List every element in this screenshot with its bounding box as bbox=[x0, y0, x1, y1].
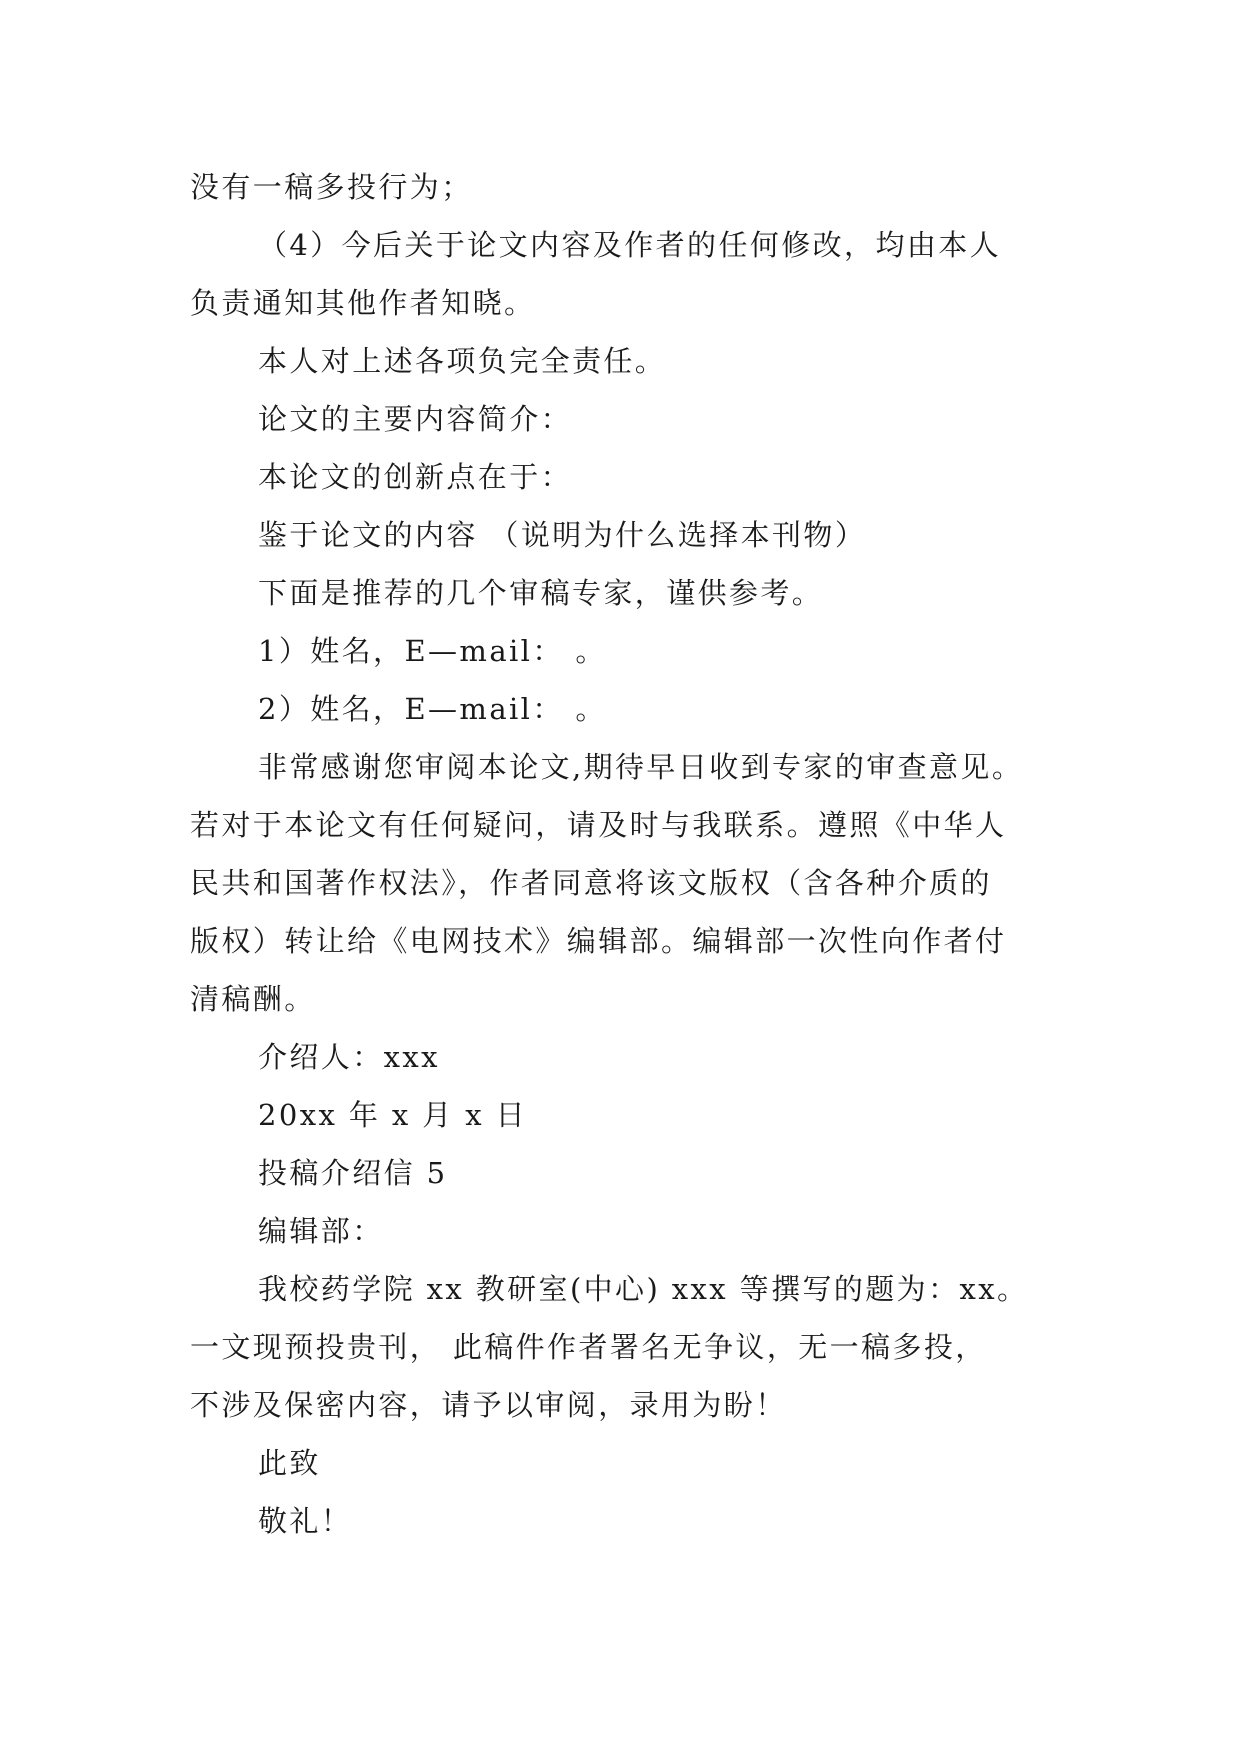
paragraph-line: 下面是推荐的几个审稿专家，谨供参考。 bbox=[258, 576, 824, 610]
paragraph-line: （4）今后关于论文内容及作者的任何修改，均由本人 bbox=[258, 228, 1002, 262]
paragraph-line: 没有一稿多投行为； bbox=[190, 170, 473, 204]
paragraph-line: 非常感谢您审阅本论文,期待早日收到专家的审查意见。 bbox=[258, 750, 1024, 784]
paragraph-line: 负责通知其他作者知晓。 bbox=[190, 286, 536, 320]
paragraph-line: 清稿酬。 bbox=[190, 982, 316, 1016]
paragraph-line: 2）姓名，E—mail： 。 bbox=[258, 692, 607, 726]
paragraph-line: 一文现预投贵刊， 此稿件作者署名无争议，无一稿多投， bbox=[190, 1330, 987, 1364]
paragraph-line: 版权）转让给《电网技术》编辑部。编辑部一次性向作者付 bbox=[190, 924, 1007, 958]
paragraph-line: 20xx 年 x 月 x 日 bbox=[258, 1098, 528, 1132]
paragraph-line: 介绍人：xxx bbox=[258, 1040, 440, 1074]
closing-line: 此致 bbox=[258, 1446, 321, 1480]
paragraph-line: 若对于本论文有任何疑问，请及时与我联系。遵照《中华人 bbox=[190, 808, 1007, 842]
section-heading: 投稿介绍信 5 bbox=[258, 1156, 448, 1190]
closing-line: 敬礼！ bbox=[258, 1504, 353, 1538]
paragraph-line: 民共和国著作权法》，作者同意将该文版权（含各种介质的 bbox=[190, 866, 992, 900]
paragraph-line: 1）姓名，E—mail： 。 bbox=[258, 634, 607, 668]
paragraph-line: 本论文的创新点在于： bbox=[258, 460, 573, 494]
paragraph-line: 我校药学院 xx 教研室(中心) xxx 等撰写的题为：xx。 bbox=[258, 1272, 1029, 1306]
document-body bbox=[190, 158, 1060, 1550]
paragraph-line: 鉴于论文的内容 （说明为什么选择本刊物） bbox=[258, 518, 867, 552]
paragraph-line: 不涉及保密内容，请予以审阅，录用为盼！ bbox=[190, 1388, 787, 1422]
salutation: 编辑部： bbox=[258, 1214, 384, 1248]
paragraph-line: 本人对上述各项负完全责任。 bbox=[258, 344, 667, 378]
paragraph-line: 论文的主要内容简介： bbox=[258, 402, 573, 436]
